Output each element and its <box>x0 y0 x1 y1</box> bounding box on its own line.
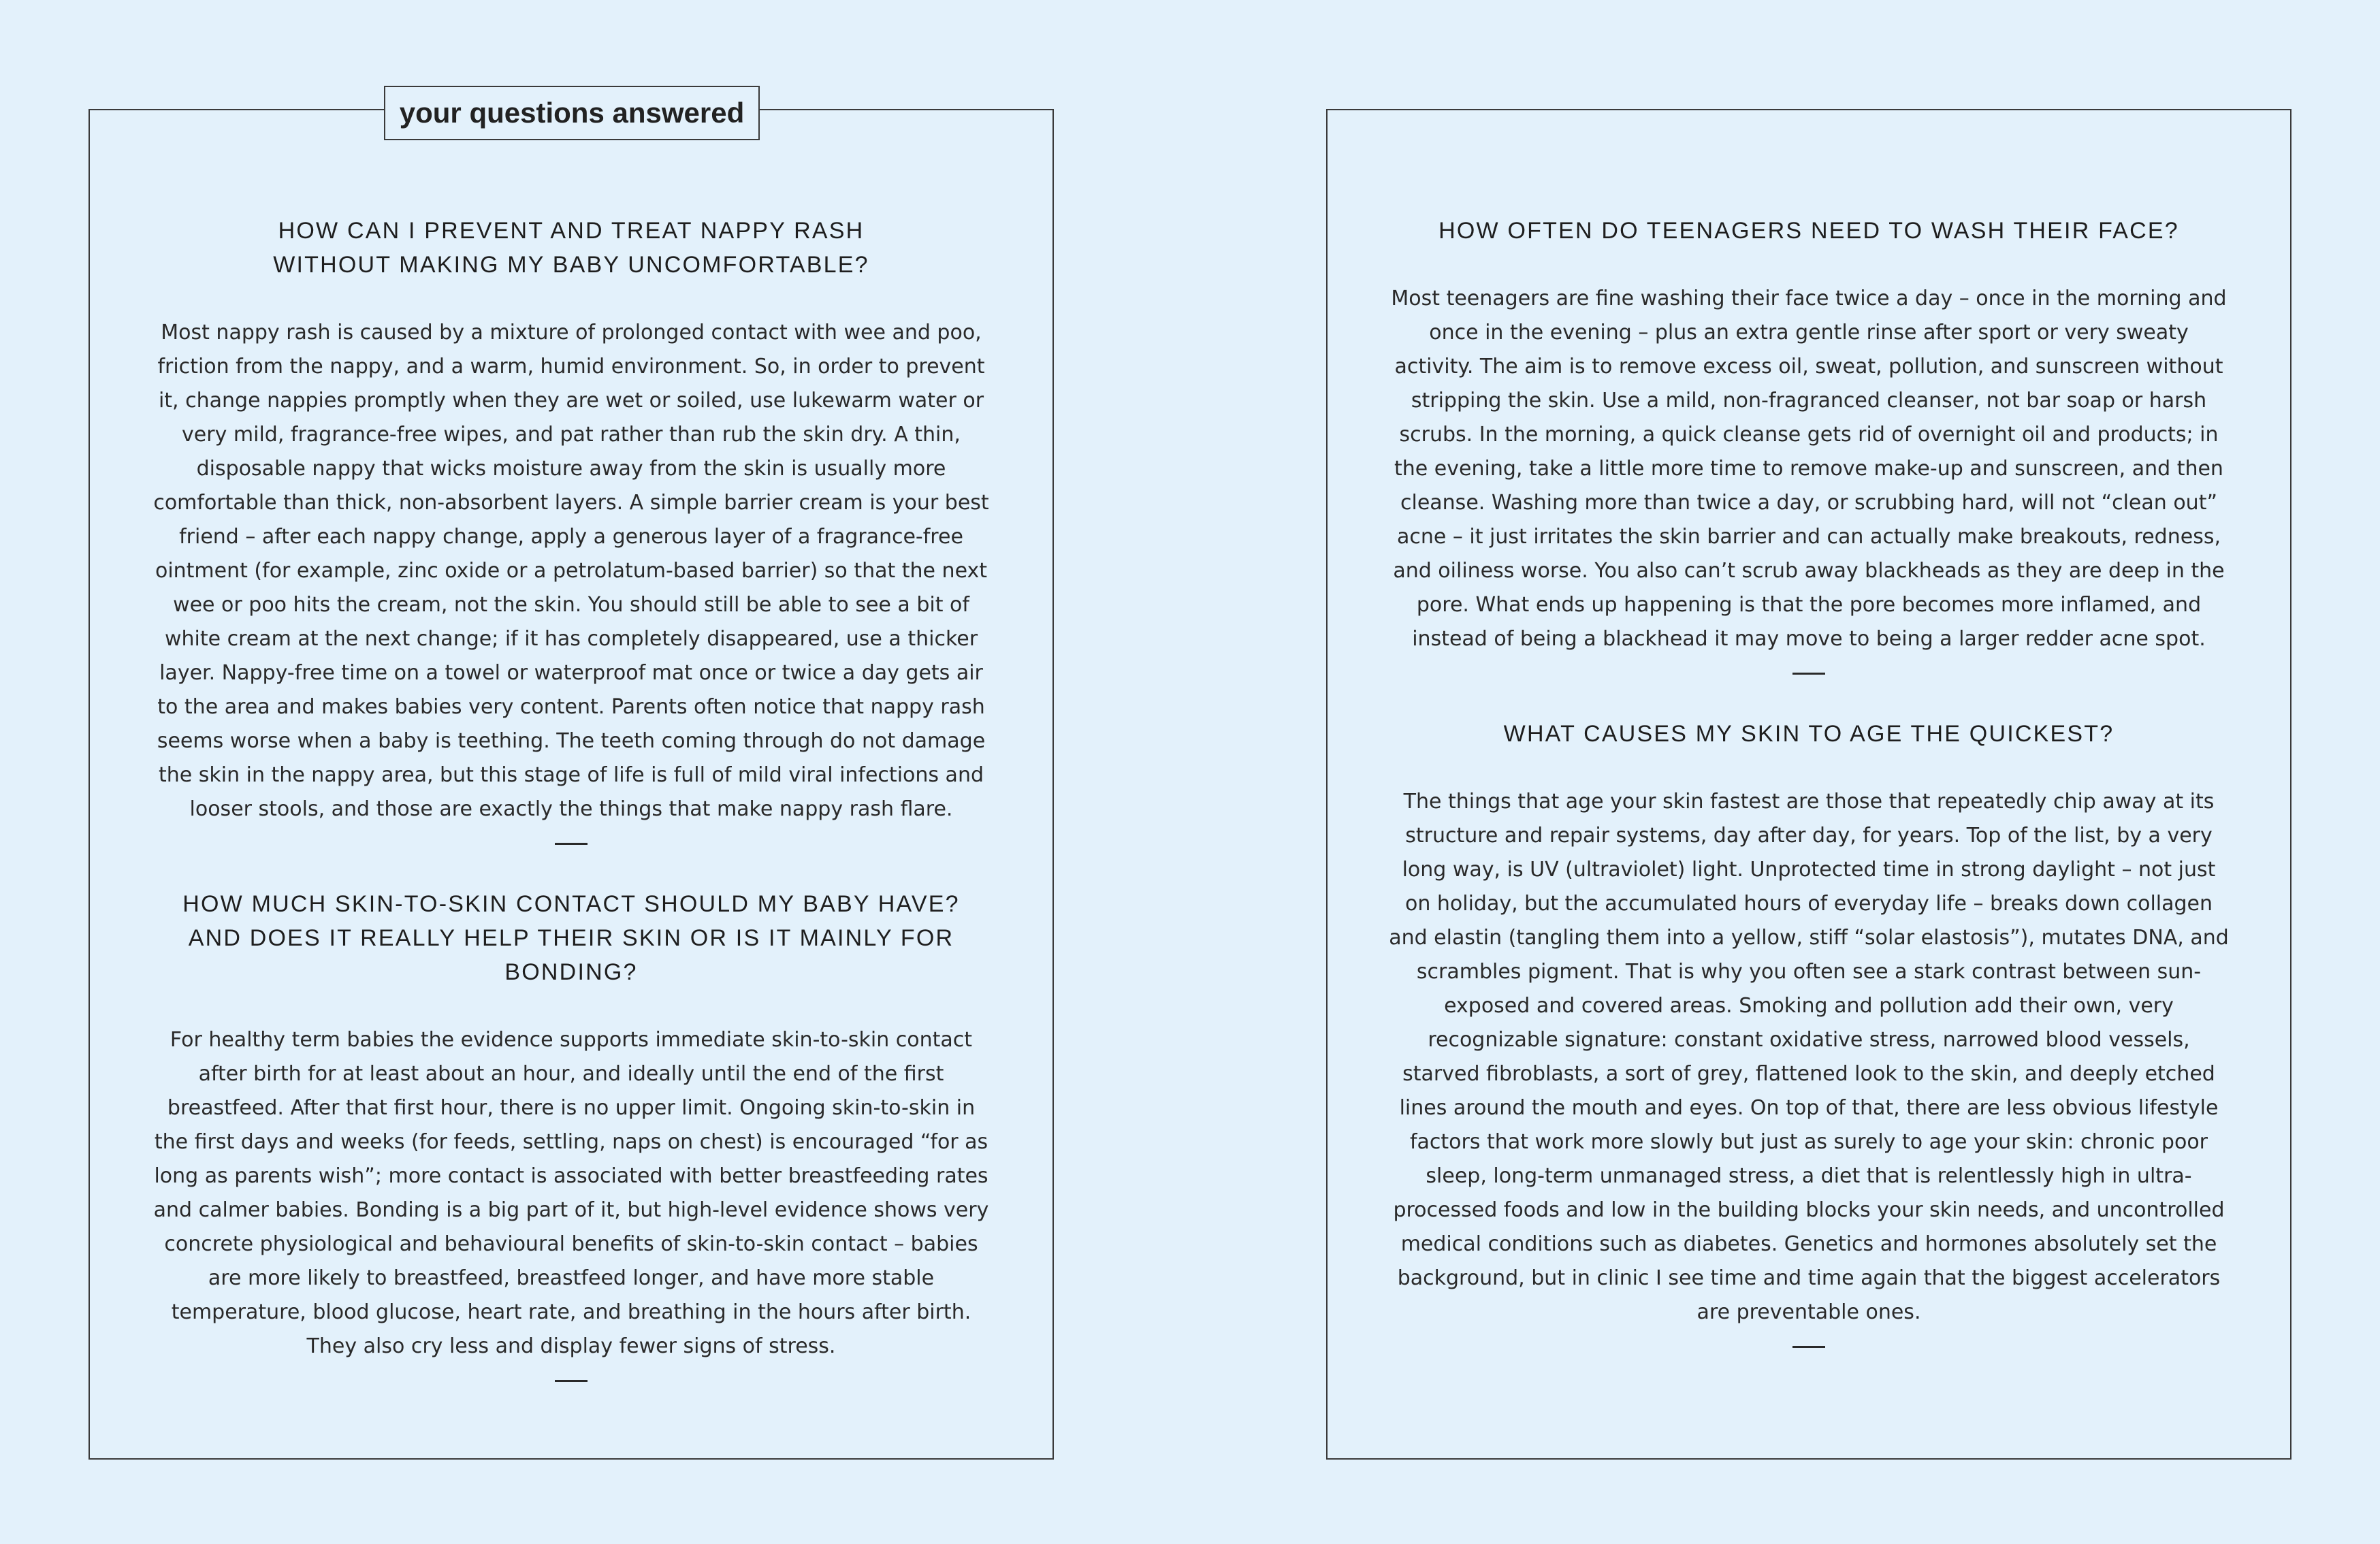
answer-paragraph: Most teenagers are fine washing their face twice a day – once in the morning and once in the evening – plus an extra gentle rinse after sport or very sweaty activity. The aim is to remove excess oil, sweat, pollution, and sunscreen without stripping the skin. Use a mild, non-fragranced cleanser, not bar soap or harsh scrubs. In the morning, a quick cleanse gets rid of overnight oil and products; in the evening, take a little more time to remove make-up and sunscreen, and then cleanse. Washing more than twice a day, or scrubbing hard, will not “clean out” acne – it just irritates the skin barrier and can actually make breakouts, redness, and oiliness worse. You also can’t scrub away blackheads as they are deep in the pore. What ends up happening is that the pore becomes more inflamed, and instead of being a blackhead it may move to being a larger redder acne spot. <box>1391 287 2227 651</box>
answer-paragraph: For healthy term babies the evidence supports immediate skin-to-skin contact after birth for at least about an hour, and ideally until the end of the first breastfeed. After that first hour, there is no upper limit. Ongoing skin-to-skin in the first days and weeks (for feeds, settling, naps on chest) is encouraged “for as long as parents wish”; more contact is associated with better breastfeeding rates and calmer babies. Bonding is a big part of it, but high-level evidence shows very concrete physiological and behavioural benefits of skin-to-skin contact – babies are more likely to breastfeed, breastfeed longer, and have more stable temperature, blood glucose, heart rate, and breathing in the hours after birth. They also cry less and display fewer signs of stress. <box>153 1028 989 1358</box>
right-page-frame <box>1326 109 2291 1460</box>
qa-teen-face-washing <box>1387 214 2230 675</box>
section-divider <box>555 843 588 845</box>
question-heading: HOW MUCH SKIN-TO-SKIN CONTACT SHOULD MY BABY HAVE? AND DOES IT REALLY HELP THEIR SKIN OR IS IT MAINLY FOR BONDING? <box>182 891 960 985</box>
section-divider <box>1792 1346 1825 1348</box>
answer-paragraph: Most nappy rash is caused by a mixture of prolonged contact with wee and poo, friction from the nappy, and a warm, humid environment. So, in order to prevent it, change nappies promptly when they are wet or soiled, use lukewarm water or very mild, fragrance-free wipes, and pat rather than rub the skin dry. A thin, disposable nappy that wicks moisture away from the skin is usually more comfortable than thick, non-absorbent layers. A simple barrier cream is your best friend – after each nappy change, apply a generous layer of a fragrance-free ointment (for example, zinc oxide or a petrolatum-based barrier) so that the next wee or poo hits the cream, not the skin. You should still be able to see a bit of white cream at the next change; if it has completely disappeared, use a thicker layer. Nappy-free time on a towel or waterproof mat once or twice a day gets air to the area and makes babies very content. Parents often notice that nappy rash seems worse when a baby is teething. The teeth coming through do not damage the skin in the nappy area, but this stage of life is full of mild viral infections and looser stools, and those are exactly the things that make nappy rash flare. <box>153 321 989 821</box>
qa-nappy-rash <box>150 214 993 845</box>
question-heading: HOW OFTEN DO TEENAGERS NEED TO WASH THEIR FACE? <box>1438 218 2179 244</box>
left-page-content <box>150 214 993 1424</box>
question-heading: WHAT CAUSES MY SKIN TO AGE THE QUICKEST? <box>1503 721 2114 747</box>
left-page-frame <box>89 97 1054 1460</box>
question-heading: HOW CAN I PREVENT AND TREAT NAPPY RASH WITHOUT MAKING MY BABY UNCOMFORTABLE? <box>273 218 869 278</box>
qa-skin-to-skin <box>150 887 993 1382</box>
section-divider <box>555 1380 588 1382</box>
section-divider <box>1792 673 1825 675</box>
right-page-content <box>1387 214 2230 1390</box>
section-tag: your questions answered <box>384 86 760 140</box>
answer-paragraph: The things that age your skin fastest are those that repeatedly chip away at its structure and repair systems, day after day, for years. Top of the list, by a very long way, is UV (ultraviolet) light. Unprotected time in strong daylight – not just on holiday, but the accumulated hours of everyday life – breaks down collagen and elastin (tangling them into a yellow, stiff “solar elastosis”), mutates DNA, and scrambles pigment. That is why you often see a stark contrast between sun-exposed and covered areas. Smoking and pollution add their own, very recognizable signature: constant oxidative stress, narrowed blood vessels, starved fibroblasts, a sort of grey, flattened look to the skin, and deeply etched lines around the mouth and eyes. On top of that, there are less obvious lifestyle factors that work more slowly but just as surely to age your skin: chronic poor sleep, long-term unmanaged stress, a diet that is relentlessly high in ultra-processed foods and low in the building blocks your skin needs, and uncontrolled medical conditions such as diabetes. Genetics and hormones absolutely set the background, but in clinic I see time and time again that the biggest accelerators are preventable ones. <box>1389 790 2229 1324</box>
qa-skin-aging <box>1387 717 2230 1348</box>
